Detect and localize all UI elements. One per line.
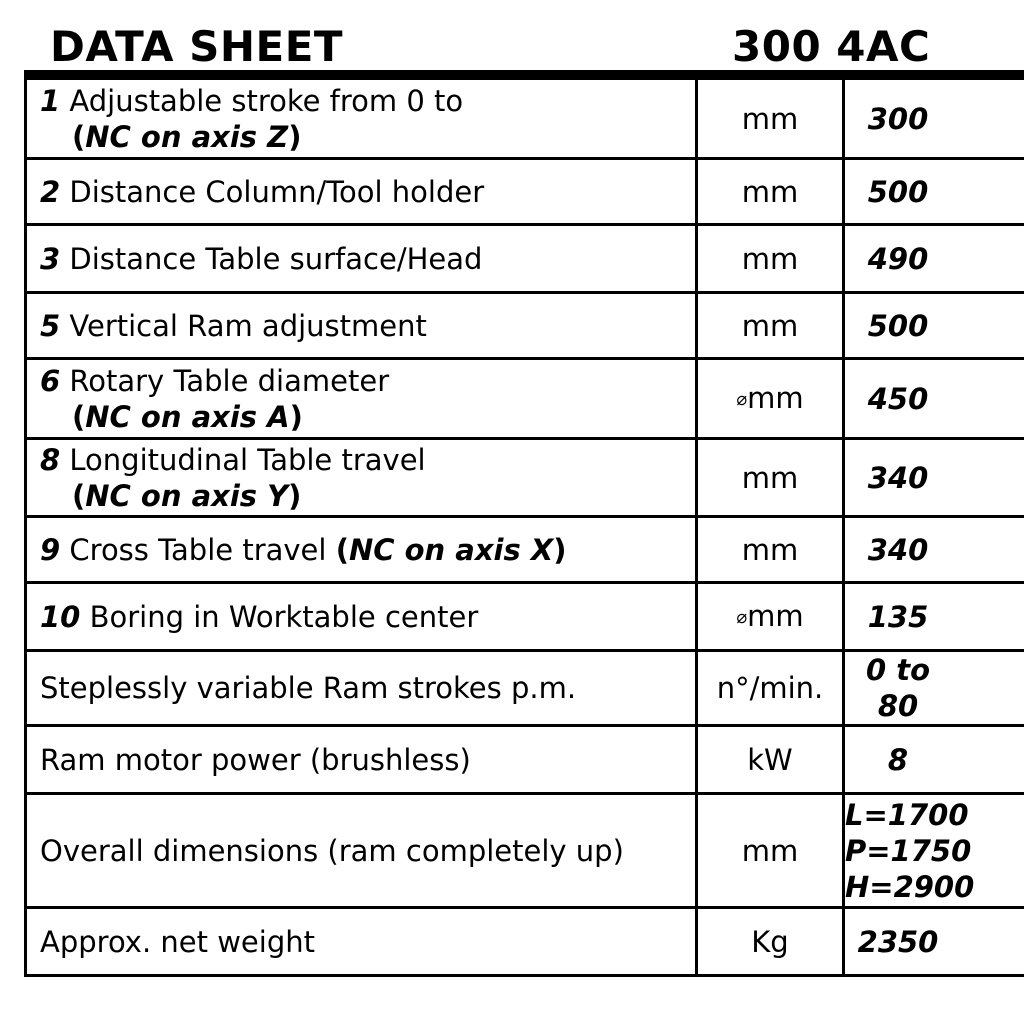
row-description bbox=[26, 159, 697, 225]
table-row bbox=[26, 583, 1024, 651]
row-unit: n°/min. bbox=[697, 651, 844, 726]
row-label: Approx. net weight bbox=[40, 924, 315, 959]
row-unit: mm bbox=[697, 439, 844, 517]
row-label: Cross Table travel bbox=[69, 532, 327, 567]
row-label: Steplessly variable Ram strokes p.m. bbox=[40, 671, 577, 705]
dimension-depth: P=1750 bbox=[845, 833, 972, 868]
row-number: 3 bbox=[40, 241, 61, 276]
diameter-icon: ⌀ bbox=[736, 606, 748, 628]
row-value: 8 bbox=[844, 726, 1024, 794]
row-value: 300 bbox=[844, 79, 1024, 159]
row-number: 9 bbox=[40, 532, 61, 567]
row-label: Ram motor power (brushless) bbox=[40, 742, 471, 777]
model-name: 300 4AC bbox=[732, 22, 931, 71]
table-row bbox=[26, 794, 1024, 908]
row-description bbox=[26, 439, 697, 517]
table-row bbox=[26, 651, 1024, 726]
row-description bbox=[26, 225, 697, 293]
row-unit: mm bbox=[697, 794, 844, 908]
nc-axis-note: (NC on axis Y) bbox=[72, 478, 302, 513]
row-label: Distance Table surface/Head bbox=[69, 241, 483, 276]
row-number: 10 bbox=[40, 599, 81, 634]
row-value: 340 bbox=[844, 439, 1024, 517]
row-label: Rotary Table diameter bbox=[69, 363, 390, 398]
row-value: 0 to 80 bbox=[844, 651, 1024, 726]
row-description bbox=[26, 651, 697, 726]
table-row bbox=[26, 359, 1024, 439]
diameter-icon: ⌀ bbox=[736, 388, 748, 410]
nc-axis-note: (NC on axis X) bbox=[335, 532, 567, 567]
row-label: Longitudinal Table travel bbox=[69, 442, 426, 477]
page-title: DATA SHEET bbox=[50, 22, 344, 71]
row-number: 8 bbox=[40, 442, 61, 477]
row-label: Distance Column/Tool holder bbox=[69, 174, 485, 209]
row-unit: Kg bbox=[697, 908, 844, 976]
table-row bbox=[26, 79, 1024, 159]
row-label: Adjustable stroke from 0 to bbox=[69, 83, 464, 118]
row-description bbox=[26, 293, 697, 359]
row-unit: kW bbox=[697, 726, 844, 794]
row-value: 450 bbox=[844, 359, 1024, 439]
row-description bbox=[26, 583, 697, 651]
row-number: 1 bbox=[40, 83, 61, 118]
row-number: 6 bbox=[40, 363, 61, 398]
table-row bbox=[26, 159, 1024, 225]
data-sheet-table bbox=[24, 70, 1024, 977]
row-value: 500 bbox=[844, 293, 1024, 359]
row-unit: ⌀mm bbox=[697, 359, 844, 439]
row-unit: ⌀mm bbox=[697, 583, 844, 651]
table-row bbox=[26, 225, 1024, 293]
row-number: 5 bbox=[40, 308, 61, 343]
nc-axis-note: (NC on axis A) bbox=[72, 399, 303, 434]
row-label: Boring in Worktable center bbox=[89, 599, 479, 634]
row-value: 135 bbox=[844, 583, 1024, 651]
dimension-length: L=1700 bbox=[845, 797, 969, 832]
table-row bbox=[26, 439, 1024, 517]
table-row bbox=[26, 726, 1024, 794]
row-value: 340 bbox=[844, 517, 1024, 583]
row-unit: mm bbox=[697, 293, 844, 359]
table-row bbox=[26, 908, 1024, 976]
row-unit: mm bbox=[697, 225, 844, 293]
row-value: 490 bbox=[844, 225, 1024, 293]
row-value bbox=[844, 794, 1024, 908]
row-description bbox=[26, 908, 697, 976]
row-label: Vertical Ram adjustment bbox=[69, 308, 427, 343]
row-unit: mm bbox=[697, 517, 844, 583]
row-number: 2 bbox=[40, 174, 61, 209]
row-unit: mm bbox=[697, 159, 844, 225]
table-row bbox=[26, 517, 1024, 583]
row-description bbox=[26, 517, 697, 583]
nc-axis-note: (NC on axis Z) bbox=[72, 119, 302, 154]
row-description bbox=[26, 794, 697, 908]
row-description bbox=[26, 359, 697, 439]
row-value: 2350 bbox=[844, 908, 1024, 976]
row-value: 500 bbox=[844, 159, 1024, 225]
table-row bbox=[26, 293, 1024, 359]
row-unit: mm bbox=[697, 79, 844, 159]
row-description bbox=[26, 79, 697, 159]
row-description bbox=[26, 726, 697, 794]
row-label: Overall dimensions (ram completely up) bbox=[40, 833, 624, 868]
dimension-height: H=2900 bbox=[845, 869, 975, 904]
